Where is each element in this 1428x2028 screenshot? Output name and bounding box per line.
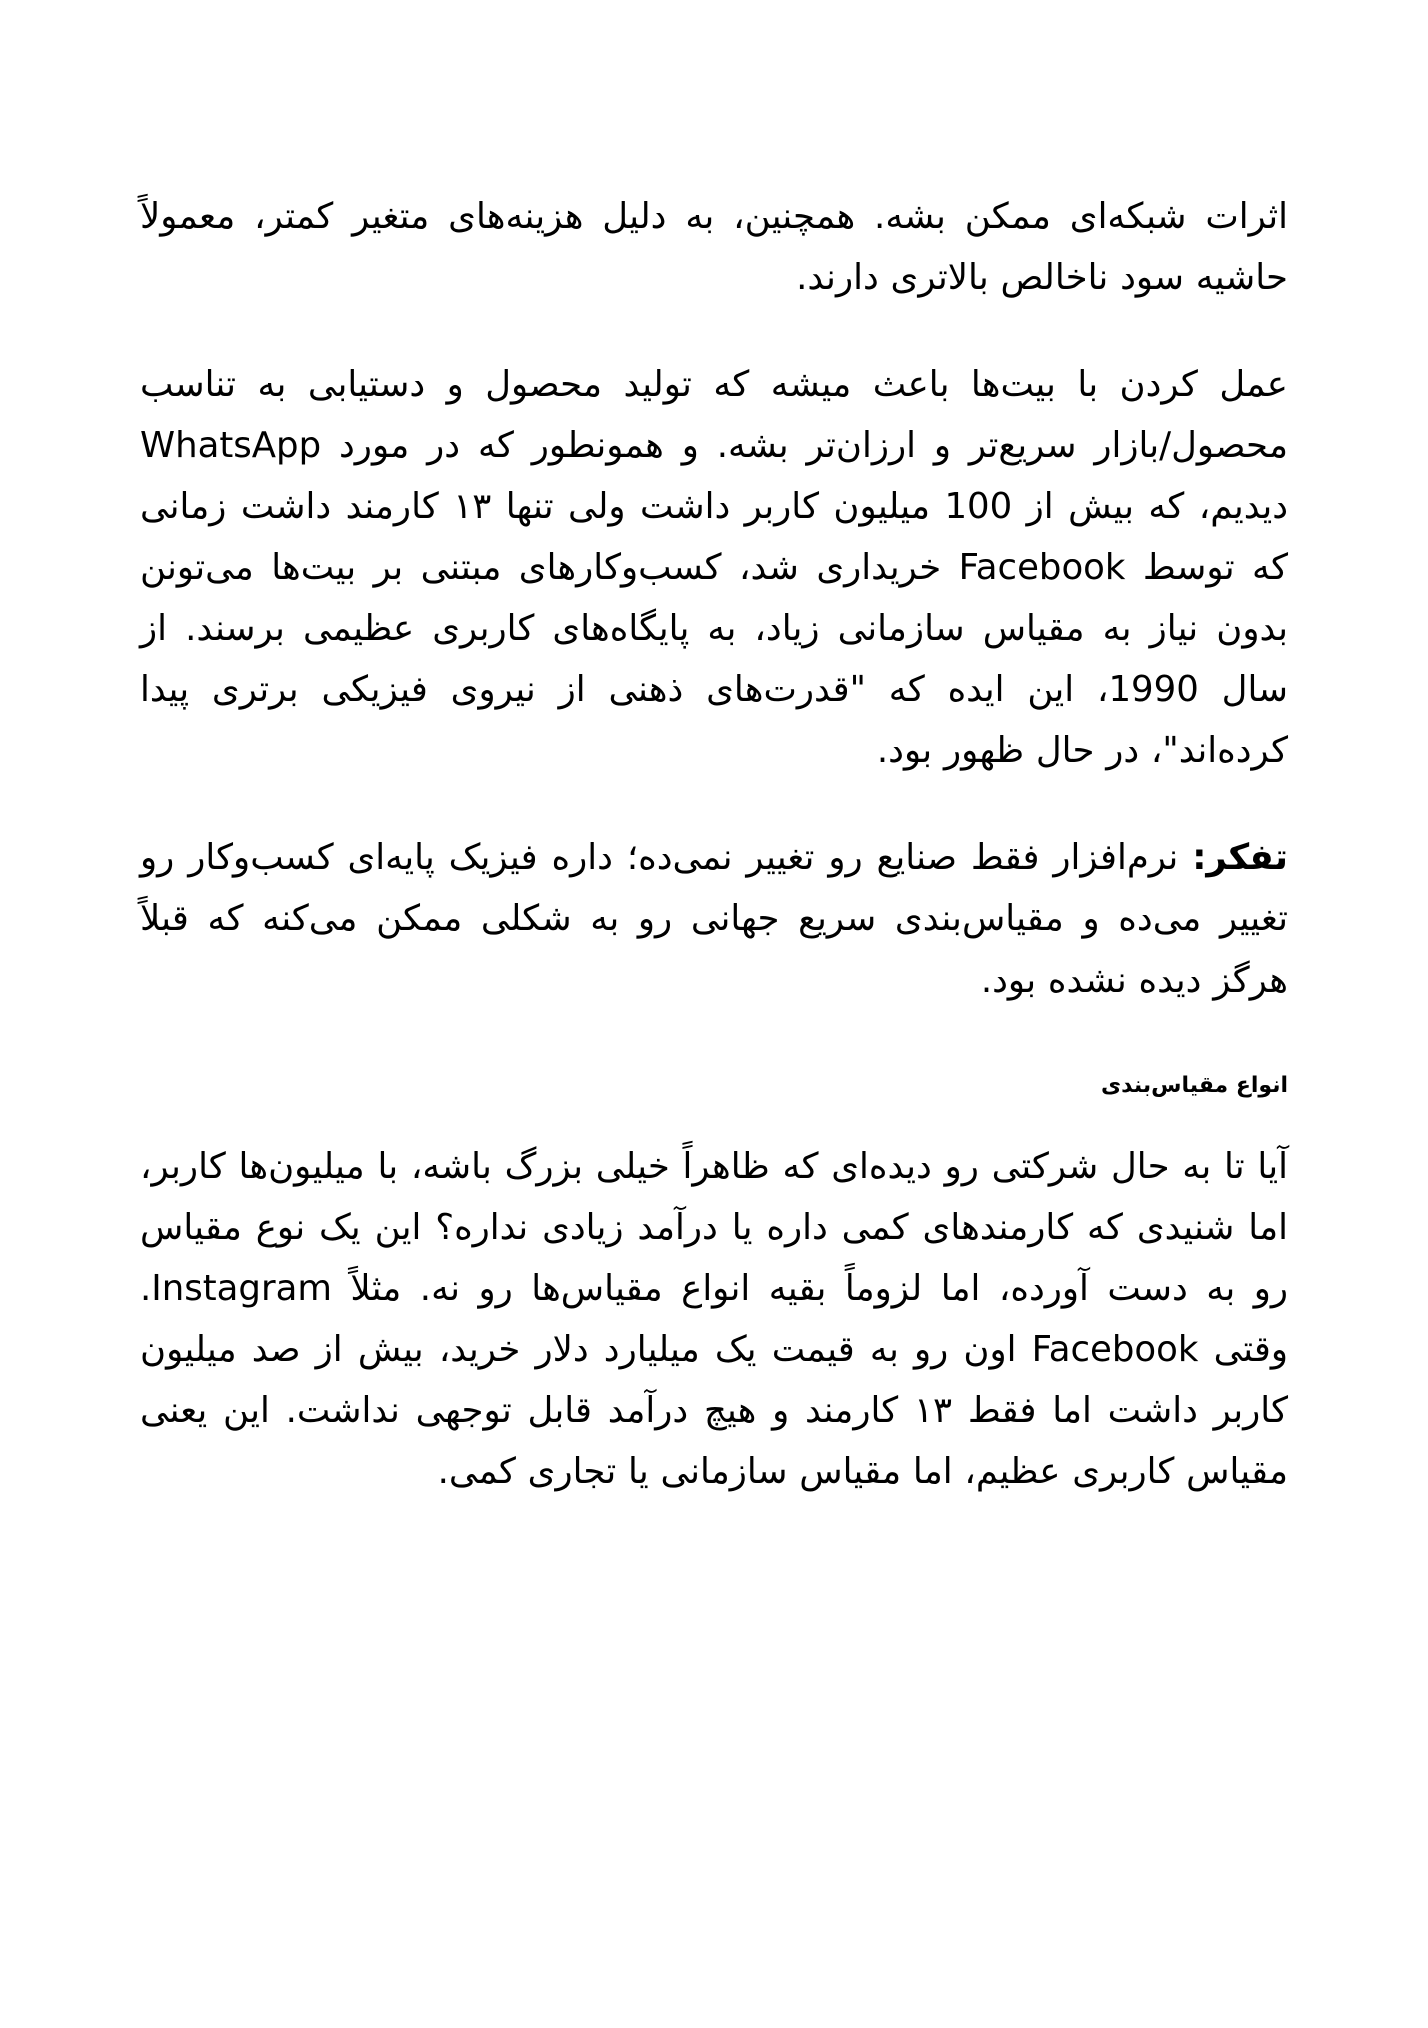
section-heading-scale-types: انواع مقیاس‌بندی	[1101, 1072, 1288, 1098]
paragraph-network-effects: اثرات شبکه‌ای ممکن بشه. همچنین، به دلیل هزینه‌های متغیر کمتر، معمولاً حاشیه سود ناخالص بالاتری دارند.	[140, 196, 1288, 299]
paragraph-takeaway	[140, 827, 1288, 1010]
takeaway-lead-in-label: تفکر:	[1192, 837, 1288, 879]
document-body	[140, 186, 1288, 1502]
paragraph-instagram-scale: آیا تا به حال شرکتی رو دیده‌ای که ظاهراً خیلی بزرگ باشه، با میلیون‌ها کاربر، اما شنیدی که کارمندهای کمی داره یا درآمد زیادی نداره؟ این یک نوع مقیاس رو به دست آورده، اما لزوماً بقیه انواع مقیاس‌ها رو نه. مثلاً Instagram. وقتی Facebook اون رو به قیمت یک میلیارد دلار خرید، بیش از صد میلیون کاربر داشت اما فقط ۱۳ کارمند و هیچ درآمد قابل توجهی نداشت. این یعنی مقیاس کاربری عظیم، اما مقیاس سازمانی یا تجاری کمی.	[140, 1145, 1288, 1492]
takeaway-text: نرم‌افزار فقط صنایع رو تغییر نمی‌ده؛ داره فیزیک پایه‌ای کسب‌وکار رو تغییر می‌ده و مقیاس‌بندی سریع جهانی رو به شکلی ممکن می‌کنه که قبلاً هرگز دیده نشده بود.	[140, 837, 1288, 1001]
paragraph-bits-whatsapp: عمل کردن با بیت‌ها باعث میشه که تولید محصول و دستیابی به تناسب محصول/بازار سریع‌تر و ارزان‌تر بشه. و همونطور که در مورد WhatsApp دیدیم، که بیش از 100 میلیون کاربر داشت ولی تنها ۱۳ کارمند داشت زمانی که توسط Facebook خریداری شد، کسب‌وکارهای مبتنی بر بیت‌ها می‌تونن بدون نیاز به مقیاس سازمانی زیاد، به پایگاه‌های کاربری عظیمی برسند. از سال 1990، این ایده که "قدرت‌های ذهنی از نیروی فیزیکی برتری پیدا کرده‌اند"، در حال ظهور بود.	[140, 364, 1289, 772]
